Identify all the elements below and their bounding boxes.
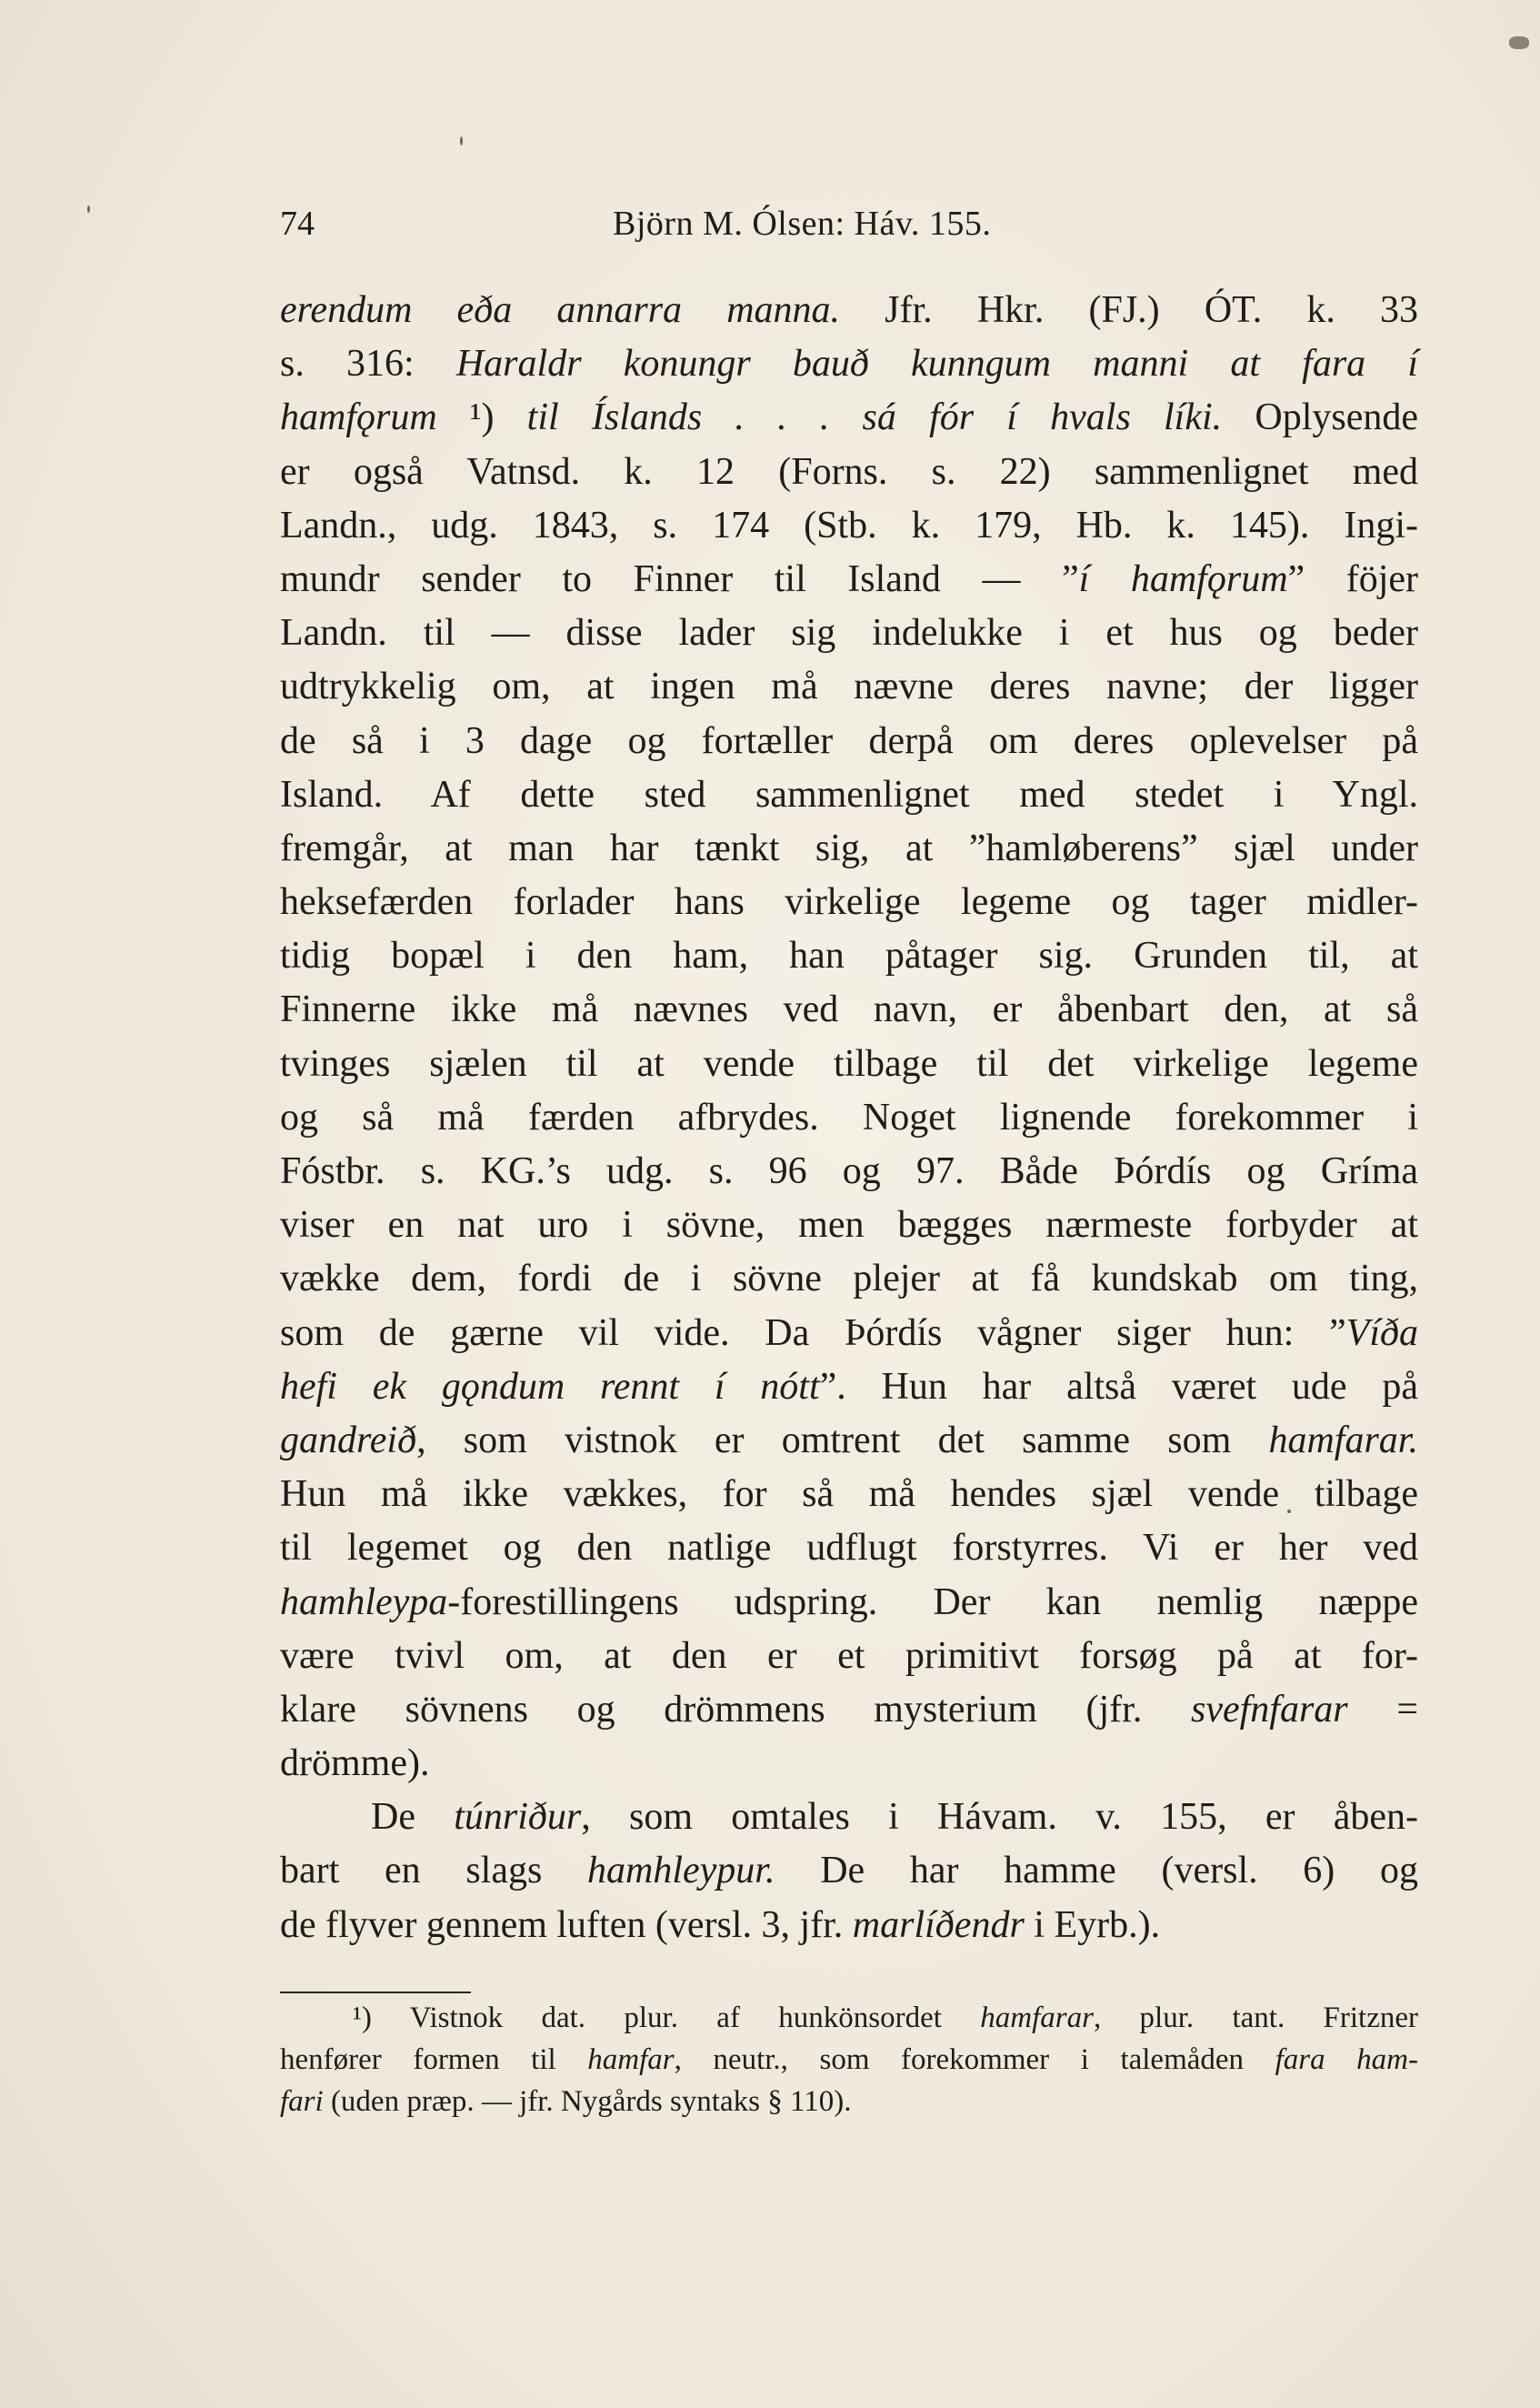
text-line: tidig bopæl i den ham, han påtager sig. Grunden til, at bbox=[280, 935, 1418, 978]
text-line: Fóstbr. s. KG.’s udg. s. 96 og 97. Både Þórdís og Gríma bbox=[280, 1150, 1418, 1192]
text-line: hamhleypa-forestillingens udspring. Der kan nemlig næppe bbox=[280, 1580, 1418, 1623]
paper-speck bbox=[460, 136, 463, 145]
text-line: Island. Af dette sted sammenlignet med stedet i Yngl. bbox=[280, 773, 1418, 816]
running-head: Björn M. Ólsen: Háv. 155. bbox=[613, 205, 992, 243]
text-line: være tvivl om, at den er et primitivt forsøg på at for- bbox=[280, 1634, 1418, 1677]
text-line: hamfǫrum ¹) til Íslands . . . sá fór í hvals líki. Oplysende bbox=[280, 396, 1419, 439]
text-line: til legemet og den natlige udflugt forstyrres. Vi er her ved bbox=[280, 1527, 1418, 1570]
text-line: heksefærden forlader hans virkelige legeme og tager midler- bbox=[280, 881, 1418, 924]
text-line: erendum eða annarra manna. Jfr. Hkr. (FJ.) ÓT. k. 33 bbox=[280, 289, 1419, 331]
page-number: 74 bbox=[280, 205, 315, 243]
text-line: tvinges sjælen til at vende tilbage til det virkelige legeme bbox=[280, 1042, 1418, 1085]
paper-speck bbox=[87, 206, 90, 213]
footnote-line: henfører formen til hamfar, neutr., som forekommer i talemåden fara ham- bbox=[280, 2043, 1419, 2076]
text-line: drömme). bbox=[280, 1742, 430, 1785]
text-line: gandreið, som vistnok er omtrent det samme som hamfarar. bbox=[280, 1419, 1418, 1461]
page-header bbox=[280, 204, 1435, 258]
text-line: de flyver gennem luften (versl. 3, jfr. marlíðendr i Eyrb.). bbox=[280, 1903, 1161, 1946]
text-line: klare sövnens og drömmens mysterium (jfr. svefnfarar = bbox=[280, 1688, 1419, 1731]
body-text bbox=[280, 284, 1418, 1952]
text-line: som de gærne vil vide. Da Þórdís vågner siger hun: ”Víða bbox=[280, 1311, 1418, 1354]
text-line: Finnerne ikke må nævnes ved navn, er åbenbart den, at så bbox=[280, 988, 1418, 1031]
text-line: Landn., udg. 1843, s. 174 (Stb. k. 179, Hb. k. 145). Ingi- bbox=[280, 504, 1418, 547]
text-line: fremgår, at man har tænkt sig, at ”hamløberens” sjæl under bbox=[280, 827, 1418, 869]
text-line: mundr sender to Finner til Island — ”í hamfǫrum” föjer bbox=[280, 557, 1418, 600]
text-line: bart en slags hamhleypur. De har hamme (versl. 6) og bbox=[280, 1850, 1418, 1892]
text-line: viser en nat uro i sövne, men bægges nærmeste forbyder at bbox=[280, 1204, 1418, 1247]
text-line: De túnriður, som omtales i Hávam. v. 155, er åben- bbox=[371, 1796, 1418, 1839]
footnotes bbox=[280, 1997, 1418, 2122]
text-line: vække dem, fordi de i sövne plejer at få kundskab om ting, bbox=[280, 1258, 1418, 1300]
footnote-line: fari (uden præp. — jfr. Nygårds syntaks § 110). bbox=[280, 2085, 852, 2118]
footnote-line: ¹) Vistnok dat. plur. af hunkönsordet hamfarar, plur. tant. Fritzner bbox=[353, 2002, 1418, 2034]
text-line: og så må færden afbrydes. Noget lignende forekommer i bbox=[280, 1096, 1418, 1139]
text-line: s. 316: Haraldr konungr bauð kunngum manni at fara í bbox=[280, 343, 1418, 386]
footnote-rule bbox=[280, 1992, 471, 1993]
paper-speck bbox=[1509, 36, 1529, 49]
text-line: er også Vatnsd. k. 12 (Forns. s. 22) sammenlignet med bbox=[280, 450, 1418, 493]
text-line: Landn. til — disse lader sig indelukke i et hus og beder bbox=[280, 612, 1418, 655]
text-line: hefi ek gǫndum rennt í nótt”. Hun har altså været ude på bbox=[280, 1365, 1418, 1408]
text-line: de så i 3 dage og fortæller derpå om deres oplevelser på bbox=[280, 719, 1418, 762]
text-line: Hun må ikke vækkes, for så må hendes sjæl vende tilbage bbox=[280, 1473, 1418, 1516]
text-line: udtrykkelig om, at ingen må nævne deres navne; der ligger bbox=[280, 666, 1418, 708]
